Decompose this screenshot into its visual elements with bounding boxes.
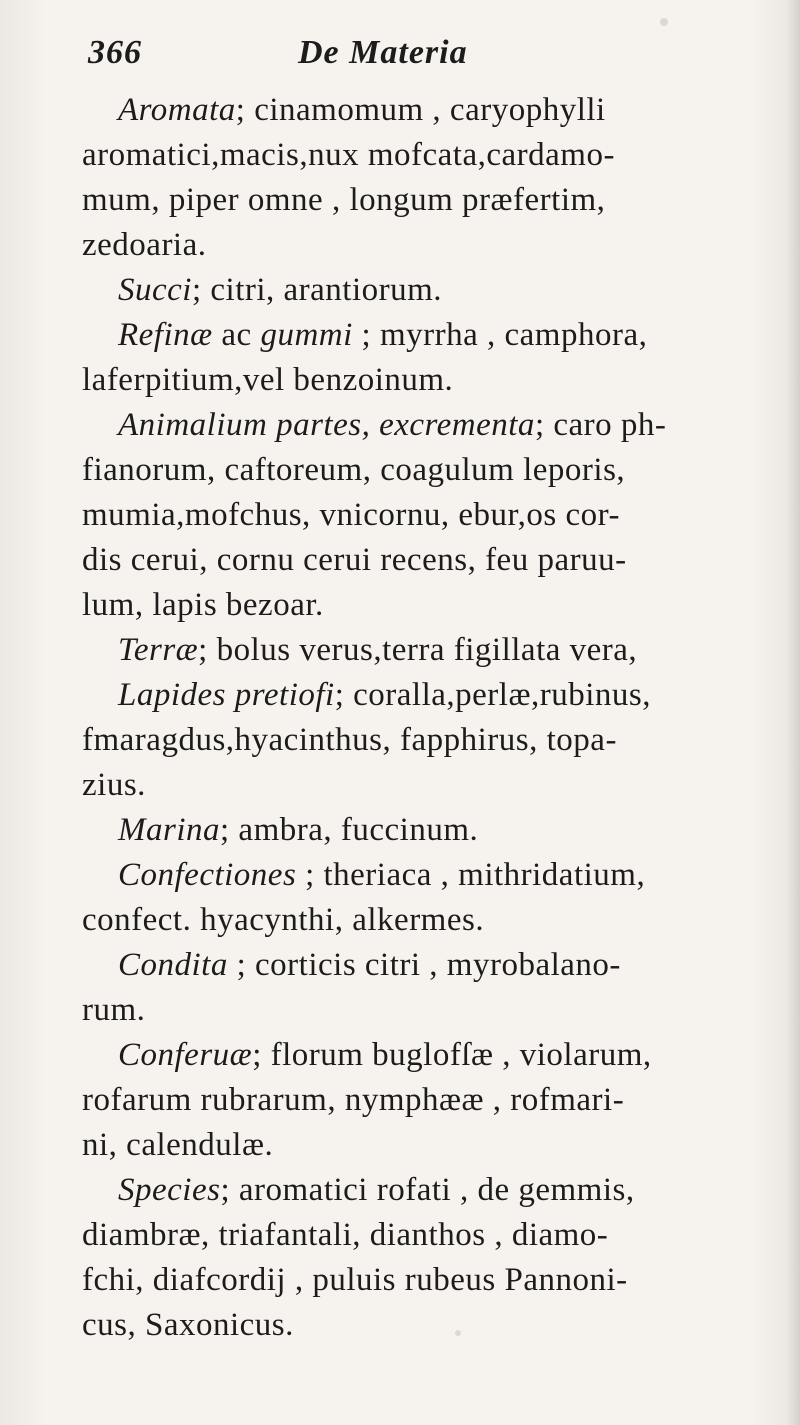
text-line bbox=[82, 808, 790, 853]
line-text: laferpitium,vel benzoinum. bbox=[82, 362, 454, 398]
line-text: lum, lapis bezoar. bbox=[82, 587, 324, 623]
entry-text: ; caro ph- bbox=[534, 407, 667, 443]
text-line bbox=[82, 178, 790, 223]
line-text: rofarum rubrarum, nymphææ , rofmari- bbox=[82, 1082, 625, 1118]
text-line bbox=[82, 718, 790, 763]
text-line bbox=[82, 268, 790, 313]
entry-text: ; florum buglofſæ , violarum, bbox=[252, 1037, 652, 1073]
text-line bbox=[82, 313, 790, 358]
text-line bbox=[82, 1123, 790, 1168]
entry-text: ; aromatici rofati , de gemmis, bbox=[220, 1172, 635, 1208]
line-text: fmaragdus,hyacinthus, fapphirus, topa- bbox=[82, 722, 617, 758]
text-line bbox=[82, 673, 790, 718]
entry-heading: Confectiones bbox=[118, 857, 297, 893]
ink-speck bbox=[660, 18, 668, 26]
entry-heading: Terræ bbox=[118, 632, 199, 668]
text-line bbox=[82, 493, 790, 538]
entry-heading: Lapides pretiofi bbox=[118, 677, 335, 713]
line-text: rum. bbox=[82, 992, 146, 1028]
text-line bbox=[82, 943, 790, 988]
line-text: fchi, diafcordij , puluis rubeus Pannoni- bbox=[82, 1262, 628, 1298]
entry-heading: Succi bbox=[118, 272, 192, 308]
text-body bbox=[82, 88, 790, 1348]
line-text: fianorum, caftoreum, coagulum leporis, bbox=[82, 452, 626, 488]
entry-text-secondary: ; myrrha , camphora, bbox=[352, 317, 648, 353]
line-text: cus, Saxonicus. bbox=[82, 1307, 294, 1343]
line-text: mum, piper omne , longum præfertim, bbox=[82, 182, 606, 218]
text-line bbox=[82, 583, 790, 628]
text-line bbox=[82, 223, 790, 268]
line-text: diambræ, triafantali, dianthos , diamo- bbox=[82, 1217, 609, 1253]
entry-text: ac bbox=[212, 317, 261, 353]
text-line bbox=[82, 853, 790, 898]
text-line bbox=[82, 1033, 790, 1078]
entry-text: ; bolus verus,terra figillata vera, bbox=[198, 632, 638, 668]
text-line bbox=[82, 538, 790, 583]
entry-heading: Conferuæ bbox=[118, 1037, 253, 1073]
entry-text: ; ambra, fuccinum. bbox=[220, 812, 479, 848]
text-line bbox=[82, 1258, 790, 1303]
text-line bbox=[82, 88, 790, 133]
text-line bbox=[82, 133, 790, 178]
entry-heading: Refinæ bbox=[118, 317, 213, 353]
text-line bbox=[82, 1168, 790, 1213]
line-text: zius. bbox=[82, 767, 146, 803]
text-line bbox=[82, 988, 790, 1033]
line-text: dis cerui, cornu cerui recens, feu paruu- bbox=[82, 542, 627, 578]
entry-heading: Condita bbox=[118, 947, 228, 983]
entry-heading: Species bbox=[118, 1172, 221, 1208]
text-line bbox=[82, 1213, 790, 1258]
entry-heading: Animalium partes, excrementa bbox=[118, 407, 535, 443]
line-text: ni, calendulæ. bbox=[82, 1127, 274, 1163]
text-line bbox=[82, 403, 790, 448]
page-number: 366 bbox=[88, 34, 142, 71]
text-line bbox=[82, 358, 790, 403]
line-text: confect. hyacynthi, alkermes. bbox=[82, 902, 485, 938]
entry-heading: Aromata bbox=[118, 92, 236, 128]
ink-speck bbox=[455, 1330, 461, 1336]
entry-text: ; theriaca , mithridatium, bbox=[296, 857, 646, 893]
text-line bbox=[82, 628, 790, 673]
entry-text: ; coralla,perlæ,rubinus, bbox=[334, 677, 651, 713]
entry-text: ; cinamomum , caryophylli bbox=[235, 92, 606, 128]
text-line bbox=[82, 763, 790, 808]
line-text: mumia,mofchus, vnicornu, ebur,os cor- bbox=[82, 497, 620, 533]
entry-text: ; corticis citri , myrobalano- bbox=[227, 947, 621, 983]
entry-heading: Marina bbox=[118, 812, 220, 848]
text-line bbox=[82, 1303, 790, 1348]
page-header bbox=[88, 34, 728, 86]
line-text: zedoaria. bbox=[82, 227, 207, 263]
entry-heading-secondary: gummi bbox=[260, 317, 353, 353]
line-text: aromatici,macis,nux mofcata,cardamo- bbox=[82, 137, 615, 173]
entry-text: ; citri, arantiorum. bbox=[191, 272, 443, 308]
text-line bbox=[82, 448, 790, 493]
running-title: De Materia bbox=[298, 34, 468, 71]
text-line bbox=[82, 1078, 790, 1123]
text-line bbox=[82, 898, 790, 943]
